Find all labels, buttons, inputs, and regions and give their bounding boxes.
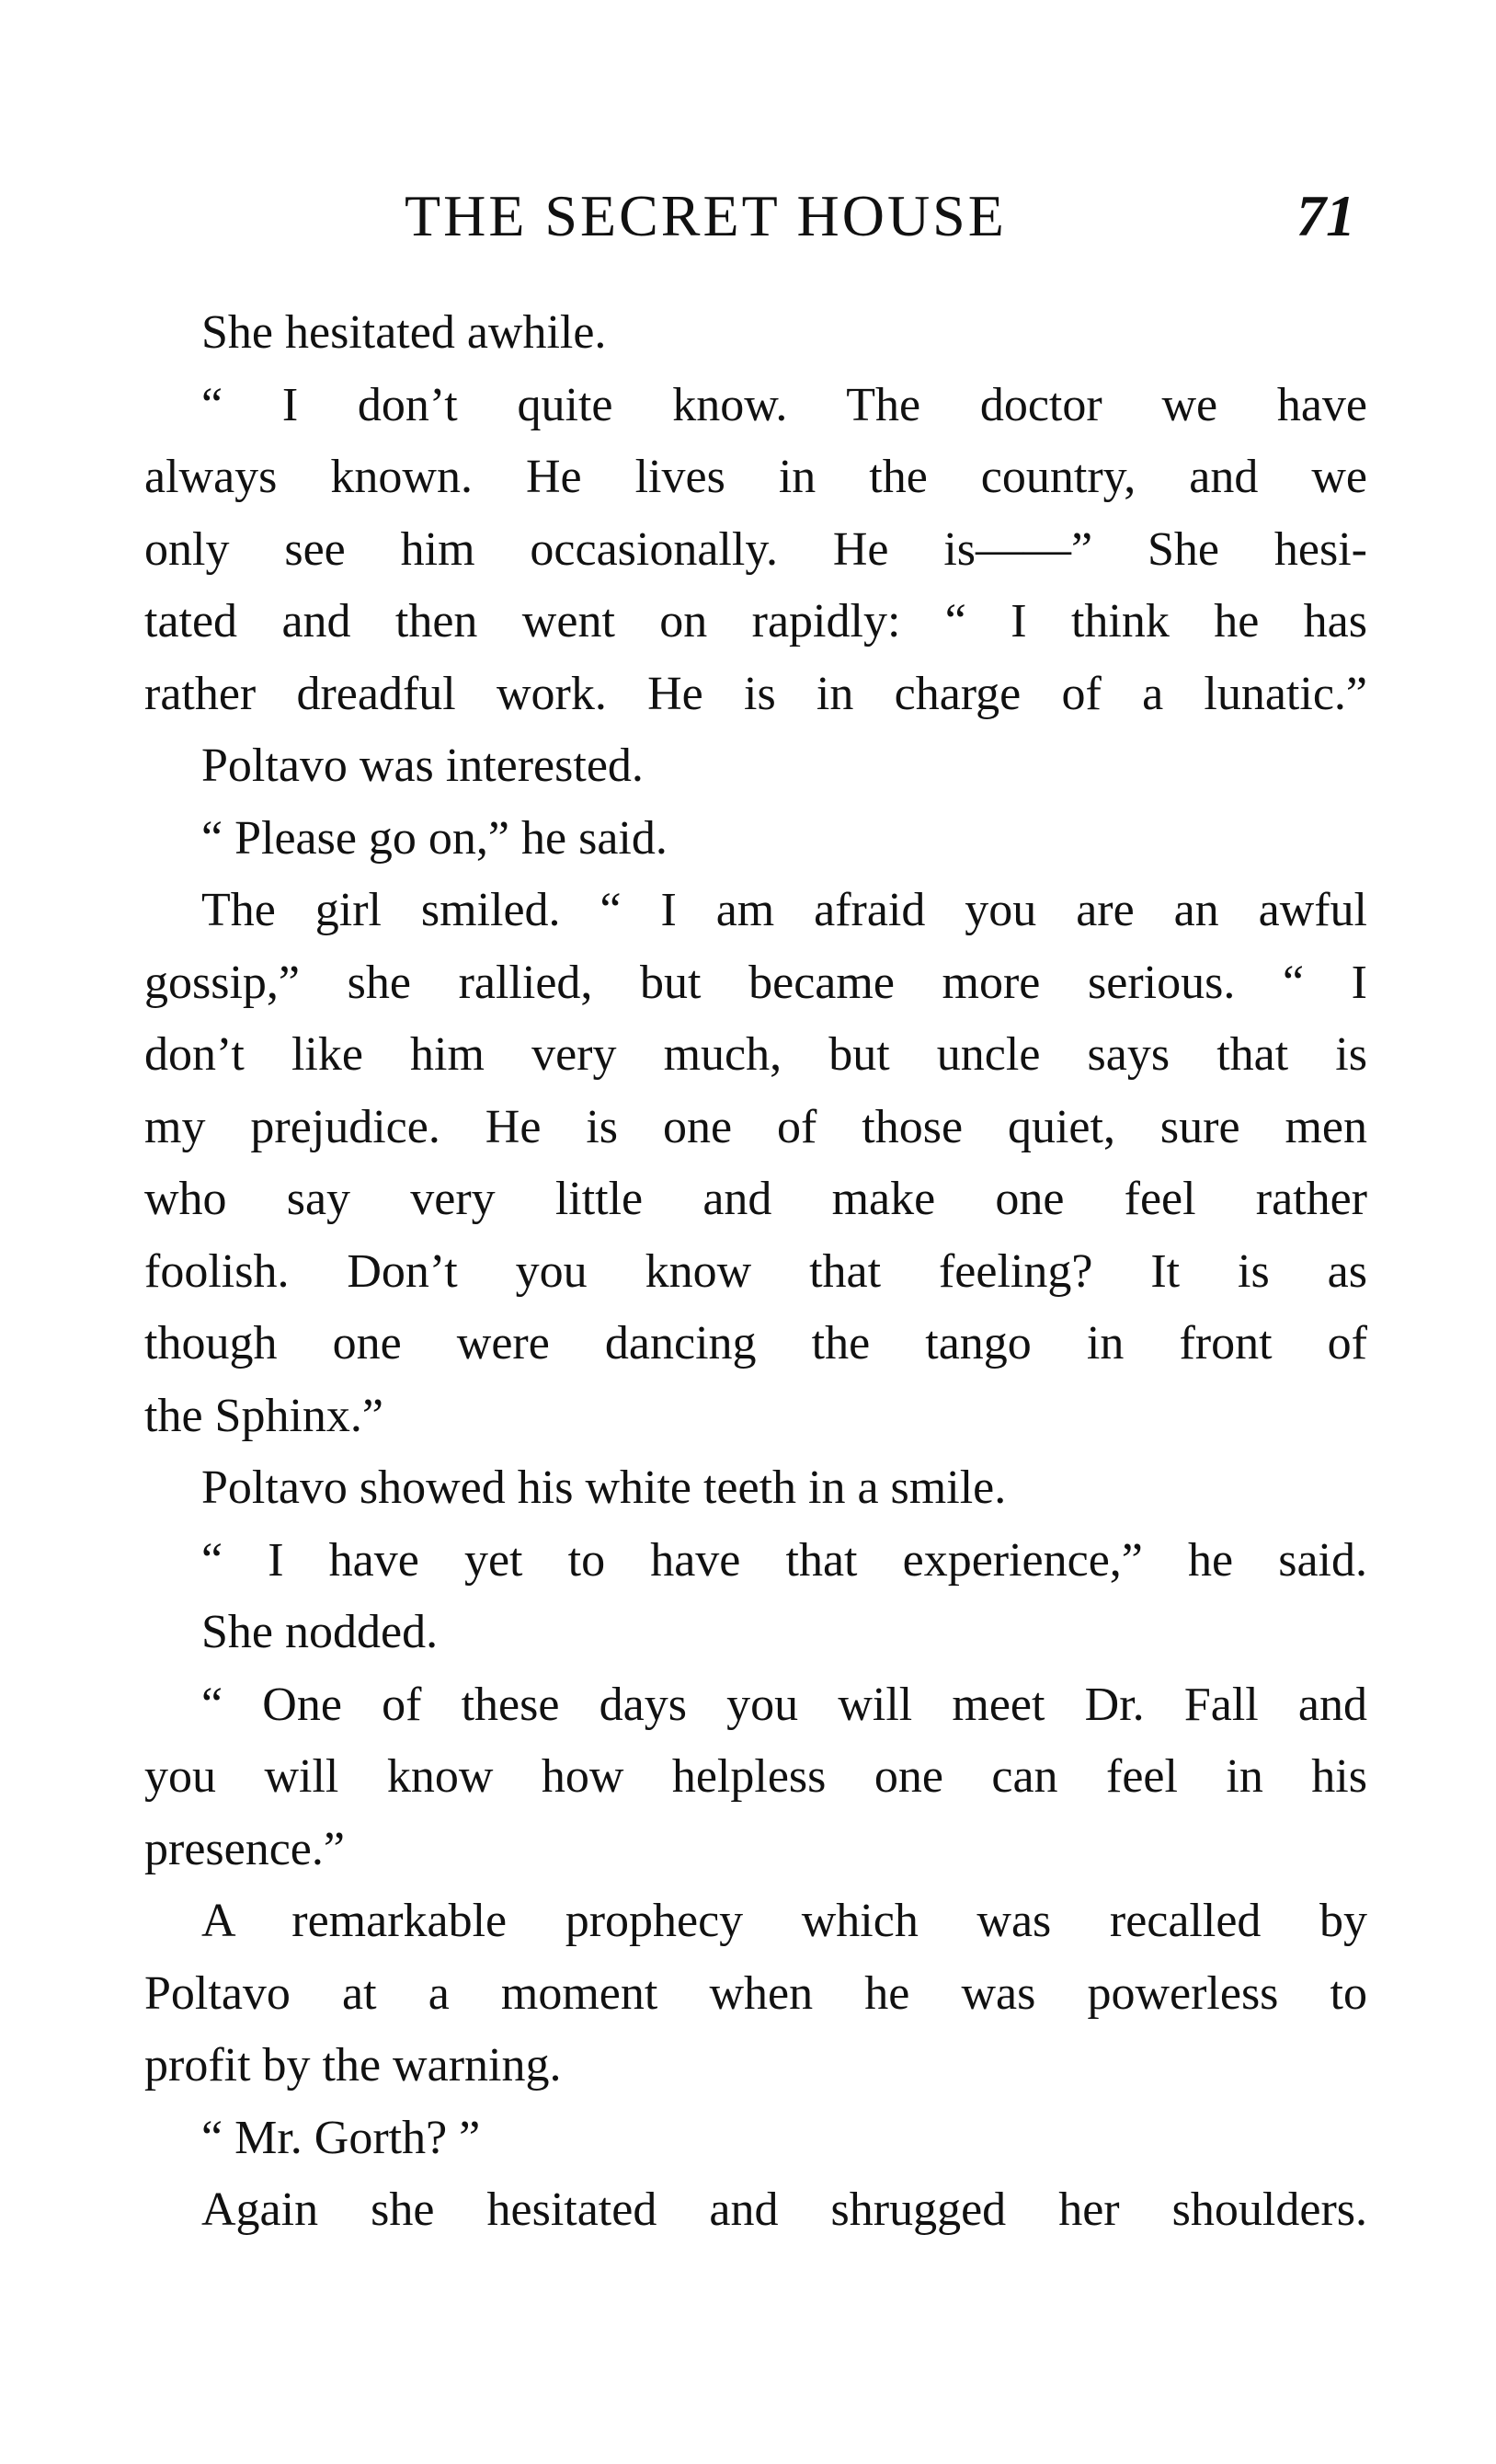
page-number: 71 xyxy=(1296,183,1355,248)
text-line: Again she hesitated and shrugged her shoulders. xyxy=(201,2183,1367,2236)
text-line: profit by the warning. xyxy=(144,2039,562,2092)
running-head xyxy=(0,175,1496,258)
text-line: rather dreadful work. He is in charge of a lunatic.” xyxy=(144,667,1367,720)
text-line: “ I don’t quite know. The doctor we have xyxy=(201,378,1367,431)
text-line: don’t like him very much, but uncle says that is xyxy=(144,1028,1367,1081)
text-line: my prejudice. He is one of those quiet, sure men xyxy=(144,1100,1367,1153)
text-line: The girl smiled. “ I am afraid you are an awful xyxy=(201,884,1367,936)
text-line: foolish. Don’t you know that feeling? It is as xyxy=(144,1244,1367,1298)
text-line: you will know how helpless one can feel in his xyxy=(144,1750,1367,1803)
text-line: Poltavo showed his white teeth in a smile. xyxy=(201,1461,1007,1514)
text-line: only see him occasionally. He is——” She hesi- xyxy=(144,522,1367,576)
text-line: the Sphinx.” xyxy=(144,1389,383,1442)
text-line: She nodded. xyxy=(201,1606,439,1658)
body-text xyxy=(144,297,1367,2247)
text-line: tated and then went on rapidly: “ I think he has xyxy=(144,595,1367,648)
text-line: always known. He lives in the country, and we xyxy=(144,451,1367,503)
text-line: Poltavo was interested. xyxy=(201,739,644,792)
running-title: THE SECRET HOUSE xyxy=(405,183,1007,248)
text-line: “ One of these days you will meet Dr. Fall and xyxy=(201,1678,1367,1731)
text-line: gossip,” she rallied, but became more serious. “ I xyxy=(144,956,1367,1009)
text-line: She hesitated awhile. xyxy=(201,306,607,359)
text-line: though one were dancing the tango in front of xyxy=(144,1317,1367,1370)
text-line: “ Please go on,” he said. xyxy=(201,811,668,865)
text-line: Poltavo at a moment when he was powerless to xyxy=(144,1966,1367,2020)
text-line: who say very little and make one feel rather xyxy=(144,1173,1367,1225)
text-line: “ I have yet to have that experience,” he said. xyxy=(201,1533,1367,1587)
text-line: A remarkable prophecy which was recalled by xyxy=(201,1895,1367,1947)
text-line: “ Mr. Gorth? ” xyxy=(201,2111,481,2164)
text-line: presence.” xyxy=(144,1822,345,1875)
